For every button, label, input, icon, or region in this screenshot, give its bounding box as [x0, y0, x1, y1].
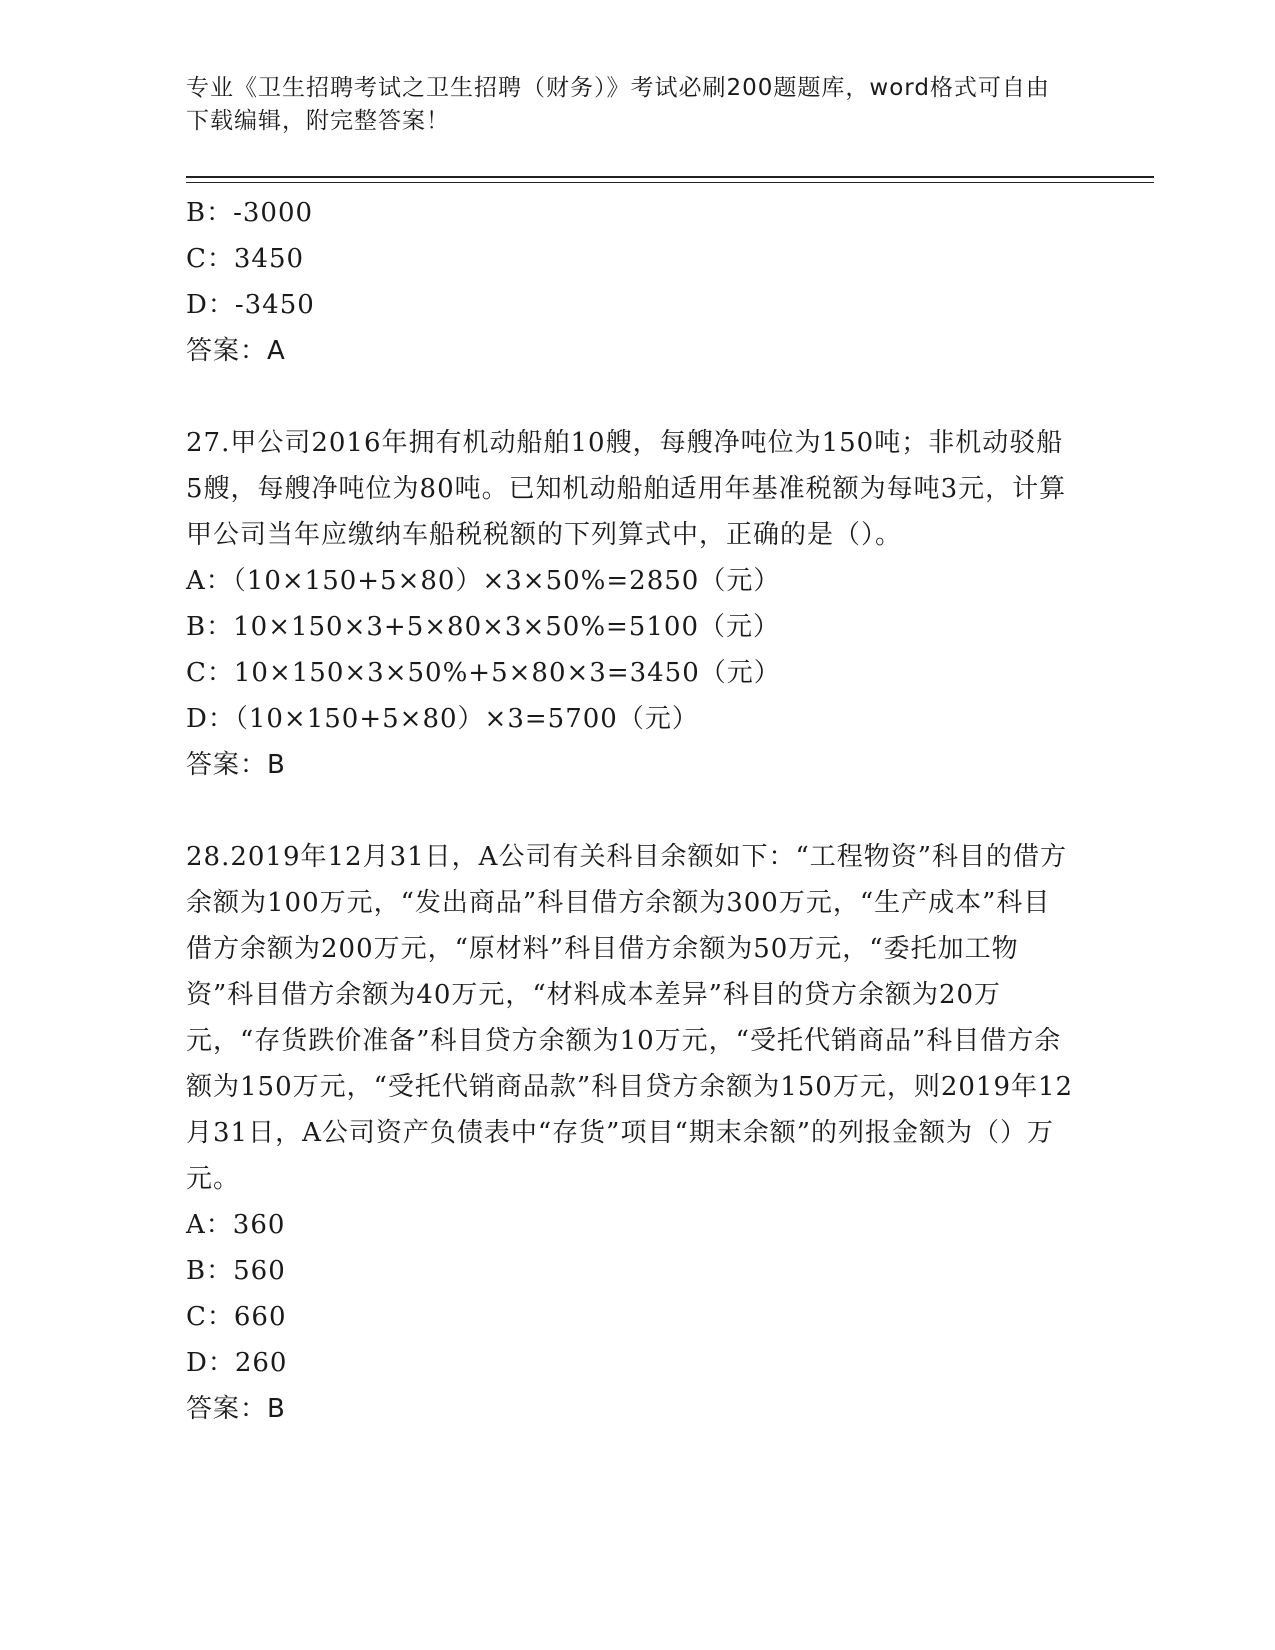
header-rule-thin [186, 182, 1154, 183]
option-b: B：560 [186, 1256, 286, 1286]
option-d: D：260 [186, 1348, 288, 1378]
answer-line: 答案：B [186, 1394, 286, 1424]
option-c: C：660 [186, 1302, 287, 1332]
question-28 [186, 834, 1076, 1432]
question-26-tail [186, 190, 1076, 374]
option-b: B：10×150×3+5×80×3×50%=5100（元） [186, 612, 780, 642]
header-rule-thick [186, 176, 1154, 178]
spacer [186, 374, 1076, 420]
option-b: B：-3000 [186, 198, 314, 228]
option-d: D：-3450 [186, 290, 315, 320]
option-a: A：360 [186, 1210, 286, 1240]
option-c: C：10×150×3×50%+5×80×3=3450（元） [186, 658, 781, 688]
document-header [186, 72, 1066, 138]
document-title: 专业《卫生招聘考试之卫生招聘（财务）》考试必刷200题题库，word格式可自由下载编辑，附完整答案！ [186, 75, 1050, 134]
question-27 [186, 420, 1076, 788]
answer-line: 答案：A [186, 336, 286, 366]
answer-line: 答案：B [186, 750, 286, 780]
document-body [186, 190, 1076, 1432]
spacer [186, 788, 1076, 834]
option-d: D：（10×150+5×80）×3=5700（元） [186, 704, 699, 734]
option-a: A：（10×150+5×80）×3×50%=2850（元） [186, 566, 781, 596]
option-c: C：3450 [186, 244, 305, 274]
question-stem: 27.甲公司2016年拥有机动船舶10艘，每艘净吨位为150吨；非机动驳船5艘，每艘净吨位为80吨。已知机动船舶适用年基准税额为每吨3元，计算甲公司当年应缴纳车船税税额的下列算式中，正确的是（）。 [186, 428, 1067, 550]
question-stem: 28.2019年12月31日，A公司有关科目余额如下：“工程物资”科目的借方余额为100万元，“发出商品”科目借方余额为300万元，“生产成本”科目借方余额为200万元，“原材料”科目借方余额为50万元，“委托加工物资”科目借方余额为40万元，“材料成本差异”科目的贷方余额为20万元，“存货跌价准备”科目贷方余额为10万元，“受托代销商品”科目借方余额为150万元，“受托代销商品款”科目贷方余额为150万元，则2019年12月31日，A公司资产负债表中“存货”项目“期末余额”的列报金额为（）万元。 [186, 842, 1074, 1194]
